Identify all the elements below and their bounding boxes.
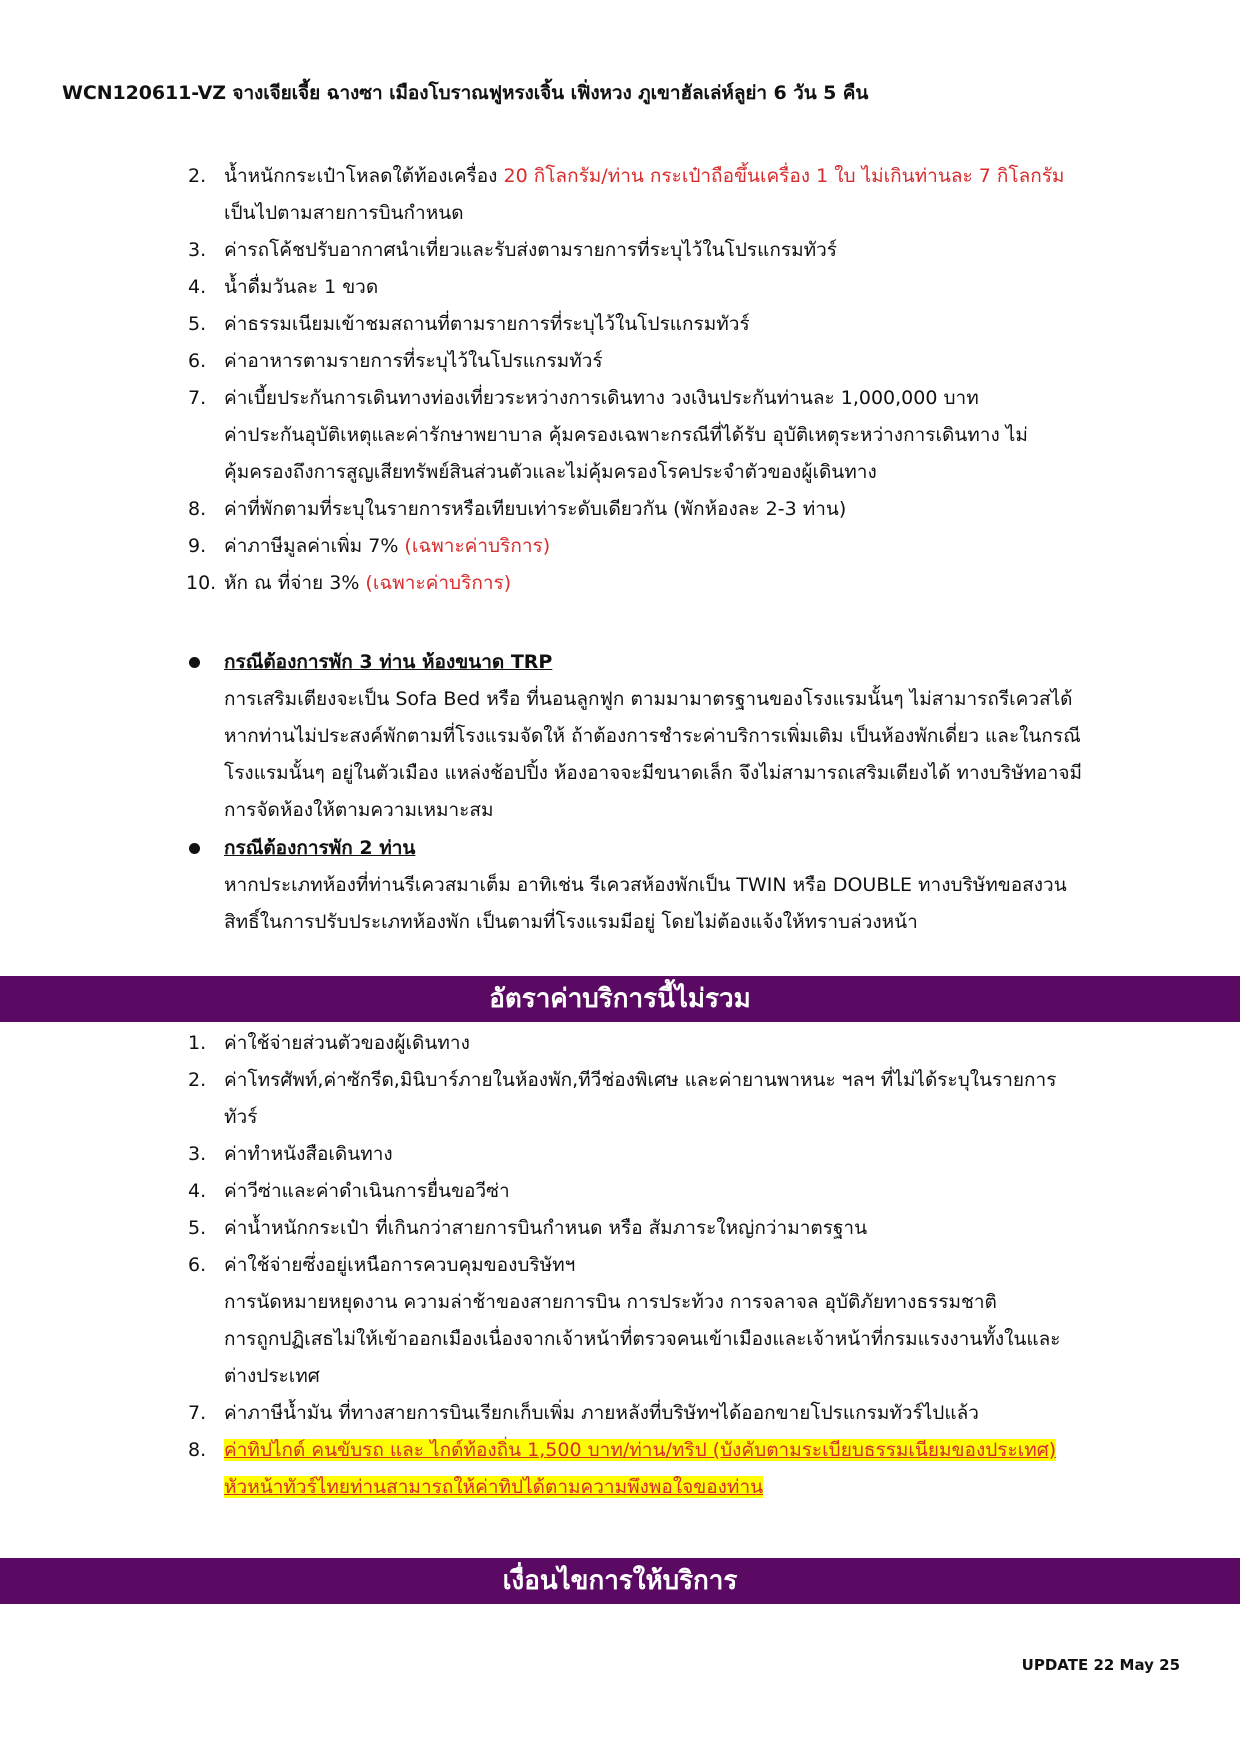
list-item-text: ค่าภาษีมูลค่าเพิ่ม 7% [224, 535, 405, 557]
room-note-line: หากท่านไม่ประสงค์พักตามที่โรงแรมจัดให้ ถ้าต้องการชำระค่าบริการเพิ่มเติม เป็นห้องพักเดี่ยว และในกรณี [224, 725, 1081, 747]
list-item-text: ค่าโทรศัพท์,ค่าซักรีด,มินิบาร์ภายในห้องพัก,ทีวีช่องพิเศษ และค่ายานพาหนะ ฯลฯ ที่ไม่ได้ระบุในรายการ [224, 1069, 1057, 1091]
bullet-icon [189, 843, 200, 854]
list-item-line [224, 1432, 1160, 1469]
list-item-text: ทัวร์ [224, 1106, 258, 1128]
list-item-text: ต่างประเทศ [224, 1365, 320, 1387]
list-item [0, 1395, 1240, 1432]
list-number: 7. [188, 387, 207, 409]
room-note-line: การจัดห้องให้ตามความเหมาะสม [224, 799, 494, 821]
list-number: 2. [188, 1069, 207, 1091]
excluded-services-list [0, 1025, 1240, 1506]
list-item-text: ค่าทำหนังสือเดินทาง [224, 1143, 393, 1165]
list-item-line [224, 269, 1160, 306]
list-number: 4. [188, 1180, 207, 1202]
list-item-text: ค่าวีซ่าและค่าดำเนินการยื่นขอวีซ่า [224, 1180, 510, 1202]
list-item [0, 1062, 1240, 1136]
highlighted-text: หัวหน้าทัวร์ไทยท่านสามารถให้ค่าทิปได้ตามความพึงพอใจของท่าน [224, 1476, 764, 1498]
update-date: UPDATE 22 May 25 [1021, 1656, 1180, 1674]
room-note-title: กรณีต้องการพัก 3 ท่าน ห้องขนาด TRP [0, 644, 1240, 681]
list-number: 3. [188, 1143, 207, 1165]
list-item-text: ค่าธรรมเนียมเข้าชมสถานที่ตามรายการที่ระบุไว้ในโปรแกรมทัวร์ [224, 313, 750, 335]
list-number: 8. [188, 498, 207, 520]
document-title: WCN120611-VZ จางเจียเจี้ย ฉางซา เมืองโบราณฟูหรงเจิ้น เฟิ่งหวง ภูเขาฮัลเล่ห์ลูย่า 6 วัน 5 คืน [62, 82, 869, 104]
room-note-line: การเสริมเตียงจะเป็น Sofa Bed หรือ ที่นอนลูกฟูก ตามมามาตรฐานของโรงแรมนั้นๆ ไม่สามารถรีเควสได้ [224, 688, 1073, 710]
list-item [0, 1025, 1240, 1062]
list-item [0, 306, 1240, 343]
list-item [0, 491, 1240, 528]
list-item [0, 1173, 1240, 1210]
list-number: 9. [188, 535, 207, 557]
list-item-text: ค่าเบี้ยประกันการเดินทางท่องเที่ยวระหว่างการเดินทาง วงเงินประกันท่านละ 1,000,000 บาท [224, 387, 979, 409]
list-item-line [224, 528, 1160, 565]
list-item-line [224, 380, 1160, 417]
list-item-text: คุ้มครองถึงการสูญเสียทรัพย์สินส่วนตัวและไม่คุ้มครองโรคประจำตัวของผู้เดินทาง [224, 461, 877, 483]
list-item-line [224, 1025, 1160, 1062]
list-item-line [224, 1321, 1160, 1358]
room-note-title: กรณีต้องการพัก 2 ท่าน [0, 830, 1240, 867]
room-note-body [0, 867, 1240, 941]
list-item [0, 1247, 1240, 1395]
list-item [0, 1432, 1240, 1506]
list-item-line [224, 232, 1160, 269]
list-item-text: ค่าอาหารตามรายการที่ระบุไว้ในโปรแกรมทัวร์ [224, 350, 603, 372]
list-item-line [224, 1173, 1160, 1210]
list-number: 3. [188, 239, 207, 261]
list-number: 6. [188, 1254, 207, 1276]
list-item-text: เป็นไปตามสายการบินกำหนด [224, 202, 464, 224]
room-note-line: หากประเภทห้องที่ท่านรีเควสมาเต็ม อาทิเช่น รีเควสห้องพักเป็น TWIN หรือ DOUBLE ทางบริษัทขอสงวน [224, 874, 1067, 896]
room-note-line: โรงแรมนั้นๆ อยู่ในตัวเมือง แหล่งช้อปปิ้ง ห้องอาจจะมีขนาดเล็ก จึงไม่สามารถเสริมเตียงได้ ทางบริษัทอาจมี [224, 762, 1083, 784]
room-note-double [0, 830, 1240, 941]
emphasis-text: (เฉพาะค่าบริการ) [404, 535, 551, 557]
list-item [0, 1136, 1240, 1173]
list-number: 10. [186, 572, 217, 594]
list-item-text: ค่าใช้จ่ายส่วนตัวของผู้เดินทาง [224, 1032, 470, 1054]
list-number: 5. [188, 1217, 207, 1239]
bullet-icon [189, 657, 200, 668]
emphasis-text: 20 กิโลกรัม/ท่าน กระเป๋าถือขึ้นเครื่อง 1 ใบ ไม่เกินท่านละ 7 กิโลกรัม [503, 165, 1065, 187]
list-number: 7. [188, 1402, 207, 1424]
list-item-line [224, 1284, 1160, 1321]
list-item-line [224, 565, 1160, 602]
excluded-heading: อัตราค่าบริการนี้ไม่รวม [0, 976, 1240, 1022]
list-item-line [224, 1247, 1160, 1284]
list-number: 4. [188, 276, 207, 298]
list-item [0, 269, 1240, 306]
list-item-text: การถูกปฏิเสธไม่ให้เข้าออกเมืองเนื่องจากเจ้าหน้าที่ตรวจคนเข้าเมืองและเจ้าหน้าที่กรมแรงงานทั้งในและ [224, 1328, 1061, 1350]
room-note-body [0, 681, 1240, 829]
list-item-line [224, 1136, 1160, 1173]
list-item [0, 1210, 1240, 1247]
list-item-line [224, 158, 1160, 195]
list-item-line [224, 1469, 1160, 1506]
list-item-line [224, 1099, 1160, 1136]
conditions-heading: เงื่อนไขการให้บริการ [0, 1558, 1240, 1604]
emphasis-text: (เฉพาะค่าบริการ) [365, 572, 512, 594]
list-item-text: น้ำหนักกระเป๋าโหลดใต้ท้องเครื่อง [224, 165, 504, 187]
list-item-line [224, 1358, 1160, 1395]
list-number: 6. [188, 350, 207, 372]
list-number: 1. [188, 1032, 207, 1054]
list-item-line [224, 1210, 1160, 1247]
list-item-line [224, 1062, 1160, 1099]
list-item-line [224, 417, 1160, 454]
list-item-line [224, 1395, 1160, 1432]
room-note-triple [0, 644, 1240, 829]
list-item-text: ค่าประกันอุบัติเหตุและค่ารักษาพยาบาล คุ้มครองเฉพาะกรณีที่ได้รับ อุบัติเหตุระหว่างการเดินทาง ไม่ [224, 424, 1028, 446]
highlighted-text: ค่าทิปไกด์ คนขับรถ และ ไกด์ท้องถิ่น 1,500 บาท/ท่าน/ทริป (บังคับตามระเบียบธรรมเนียมของประเทศ) [224, 1439, 1057, 1461]
room-note-line: สิทธิ์ในการปรับประเภทห้องพัก เป็นตามที่โรงแรมมีอยู่ โดยไม่ต้องแจ้งให้ทราบล่วงหน้า [224, 911, 918, 933]
list-item-text: ค่าภาษีน้ำมัน ที่ทางสายการบินเรียกเก็บเพิ่ม ภายหลังที่บริษัทฯได้ออกขายโปรแกรมทัวร์ไปแล้ว [224, 1402, 979, 1424]
list-item [0, 158, 1240, 232]
list-number: 8. [188, 1439, 207, 1461]
list-item-line [224, 454, 1160, 491]
list-item-line [224, 343, 1160, 380]
list-number: 2. [188, 165, 207, 187]
list-item-line [224, 491, 1160, 528]
list-item-text: ค่าใช้จ่ายซึ่งอยู่เหนือการควบคุมของบริษัทฯ [224, 1254, 576, 1276]
list-item-line [224, 306, 1160, 343]
list-number: 5. [188, 313, 207, 335]
list-item [0, 528, 1240, 565]
list-item-line [224, 195, 1160, 232]
list-item [0, 380, 1240, 491]
list-item-text: น้ำดื่มวันละ 1 ขวด [224, 276, 379, 298]
list-item-text: การนัดหมายหยุดงาน ความล่าช้าของสายการบิน การประท้วง การจลาจล อุบัติภัยทางธรรมชาติ [224, 1291, 997, 1313]
list-item-text: ค่าน้ำหนักกระเป๋า ที่เกินกว่าสายการบินกำหนด หรือ สัมภาระใหญ่กว่ามาตรฐาน [224, 1217, 868, 1239]
included-services-list [0, 158, 1240, 602]
list-item [0, 232, 1240, 269]
list-item-text: ค่าที่พักตามที่ระบุในรายการหรือเทียบเท่าระดับเดียวกัน (พักห้องละ 2-3 ท่าน) [224, 498, 847, 520]
list-item-text: ค่ารถโค้ชปรับอากาศนำเที่ยวและรับส่งตามรายการที่ระบุไว้ในโปรแกรมทัวร์ [224, 239, 838, 261]
list-item [0, 343, 1240, 380]
list-item-text: หัก ณ ที่จ่าย 3% [224, 572, 366, 594]
list-item [0, 565, 1240, 602]
